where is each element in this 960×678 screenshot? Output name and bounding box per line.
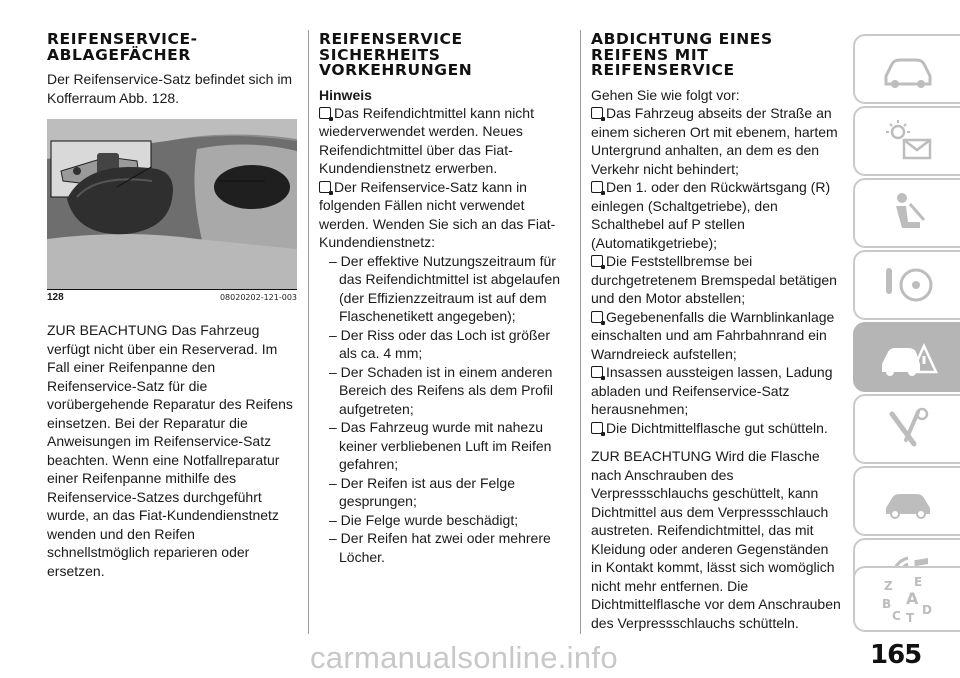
bullet-icon [319,107,331,119]
svg-text:D: D [921,603,932,617]
step-bullet: Den 1. oder den Rückwärtsgang (R) einlegen (Schaltgetriebe), den Schalthebel auf P stellen (Automatikgetriebe); [591,179,831,251]
warning-text: ZUR BEACHTUNG Wird die Flasche nach Anschrauben des Verpressschlauchs geschüttelt, kann Dichtmittel aus dem Verpressschlauch austreten. Reifendichtmittel, das mit Kleidung oder anderen Gegenständen in Kontakt kommt, lässt sich womöglich nicht mehr entfernen. Die Dichtmittelflasche vor dem Anschrauben des Verpressschlauchs schütteln. [591,448,841,631]
svg-text:C: C [891,609,901,623]
tab-steering-wheel[interactable] [853,250,960,320]
step-bullet: Die Dichtmittelflasche gut schütteln. [591,419,841,438]
page-number: 165 [870,640,922,670]
warning-lights-icon [878,116,938,166]
step-bullet: Die Feststellbremse bei durchgetretenem Bremspedal betätigen und den Motor abstellen; [591,253,837,306]
airbag-seat-icon [878,188,938,238]
intro-text: Gehen Sie wie folgt vor: [591,86,740,103]
svg-text:Z: Z [883,579,893,593]
condition-item: – Der Schaden ist in einem anderen Bereich des Reifens als dem Profil aufgetreten; [329,363,553,417]
trunk-figure [47,119,297,289]
condition-item: – Der Reifen ist aus der Felge gesprungen; [329,474,515,509]
bullet-icon [591,107,603,119]
figure-caption [47,289,297,303]
condition-item: – Der Reifen hat zwei oder mehrere Löcher. [329,530,551,565]
warning-text: ZUR BEACHTUNG Das Fahrzeug verfügt nicht über ein Reserverad. Im Fall einer Reifenpanne den Reifenservice-Satz für die vorübergehende Reparatur des Reifens einsetzen. Bei der Reparatur die Anweisungen im Reifenservice-Satz beachten. Wenn eine Notfallreparatur einer Reifenpanne mithilfe des Reifenservice-Satzes durchgeführt wurde, an das Fiat-Kundendienstnetz wenden und den Reifen schnellstmöglich reparieren oder ersetzen. [47,322,293,579]
section-heading: REIFENSERVICE SICHERHEITS VORKEHRUNGEN [319,30,473,79]
trunk-photo-icon [47,119,297,289]
watermark: carmanualsonline.info [310,640,618,675]
tab-airbag-seat[interactable] [853,178,960,248]
bullet-icon [319,181,331,193]
steering-wheel-icon [878,260,938,310]
tab-car-spec[interactable] [853,466,960,536]
intro-text: Der Reifenservice-Satz befindet sich im Kofferraum Abb. 128. [47,71,293,106]
figure-code: 08020202-121-003 [219,293,297,302]
tab-maintenance[interactable] [853,394,960,464]
car-dashboard-icon [878,44,938,94]
bullet-icon [591,422,603,434]
left-column [47,32,297,580]
tab-warning-lights[interactable] [853,106,960,176]
bullet-icon [591,181,603,193]
svg-text:A: A [905,589,918,608]
bullet-icon [591,311,603,323]
tab-car-dashboard[interactable] [853,34,960,104]
svg-text:B: B [881,597,891,611]
emergency-car-icon [878,332,938,382]
condition-item: – Das Fahrzeug wurde mit nahezu keiner verbliebenen Luft im Reifen gefahren; [329,419,552,472]
svg-text:T: T [905,611,914,624]
condition-item: – Der Riss oder das Loch ist größer als ca. 4 mm; [329,326,550,361]
column-divider [580,30,581,634]
step-bullet: Insassen aussteigen lassen, Ladung abladen und Reifenservice-Satz herausnehmen; [591,364,833,417]
note-bullet: Das Reifendichtmittel kann nicht wiederverwendet werden. Neues Reifendichtmittel über das Fiat-Kundendienstnetz erwerben. [319,104,534,176]
step-bullet: Das Fahrzeug abseits der Straße an einem sicheren Ort mit ebenem, hartem Untergrund anhalten, an dem es den Verkehr nicht behindert; [591,105,838,177]
bullet-icon [591,366,603,378]
condition-item: – Der effektive Nutzungszeitraum für das Reifendichtmittel ist abgelaufen (der Effizienzzeitraum ist auf dem Flaschenetikett angegeben); [329,252,561,324]
condition-item: – Die Felge wurde beschädigt; [329,511,519,528]
middle-column [319,32,563,566]
bullet-icon [591,255,603,267]
tab-alphabetical-index[interactable] [853,566,960,632]
section-heading: REIFENSERVICE- ABLAGEFÄCHER [47,30,198,64]
maintenance-tools-icon [878,404,938,454]
car-spec-icon [878,476,938,526]
column-divider [308,30,309,634]
figure-number: 128 [47,292,64,303]
right-column [591,32,841,632]
note-heading: Hinweis [319,86,372,103]
step-bullet: Gegebenenfalls die Warnblinkanlage einschalten und am Fahrbahnrand ein Warndreieck aufstellen; [591,308,835,362]
svg-text:E: E [913,575,922,589]
alphabetical-index-icon [878,574,938,624]
tab-emergency[interactable] [853,322,960,392]
note-bullet: Der Reifenservice-Satz kann in folgenden Fällen nicht verwendet werden. Wenden Sie sich an das Fiat-Kundendienstnetz: [319,178,556,250]
section-heading: ABDICHTUNG EINES REIFENS MIT REIFENSERVICE [591,30,773,79]
